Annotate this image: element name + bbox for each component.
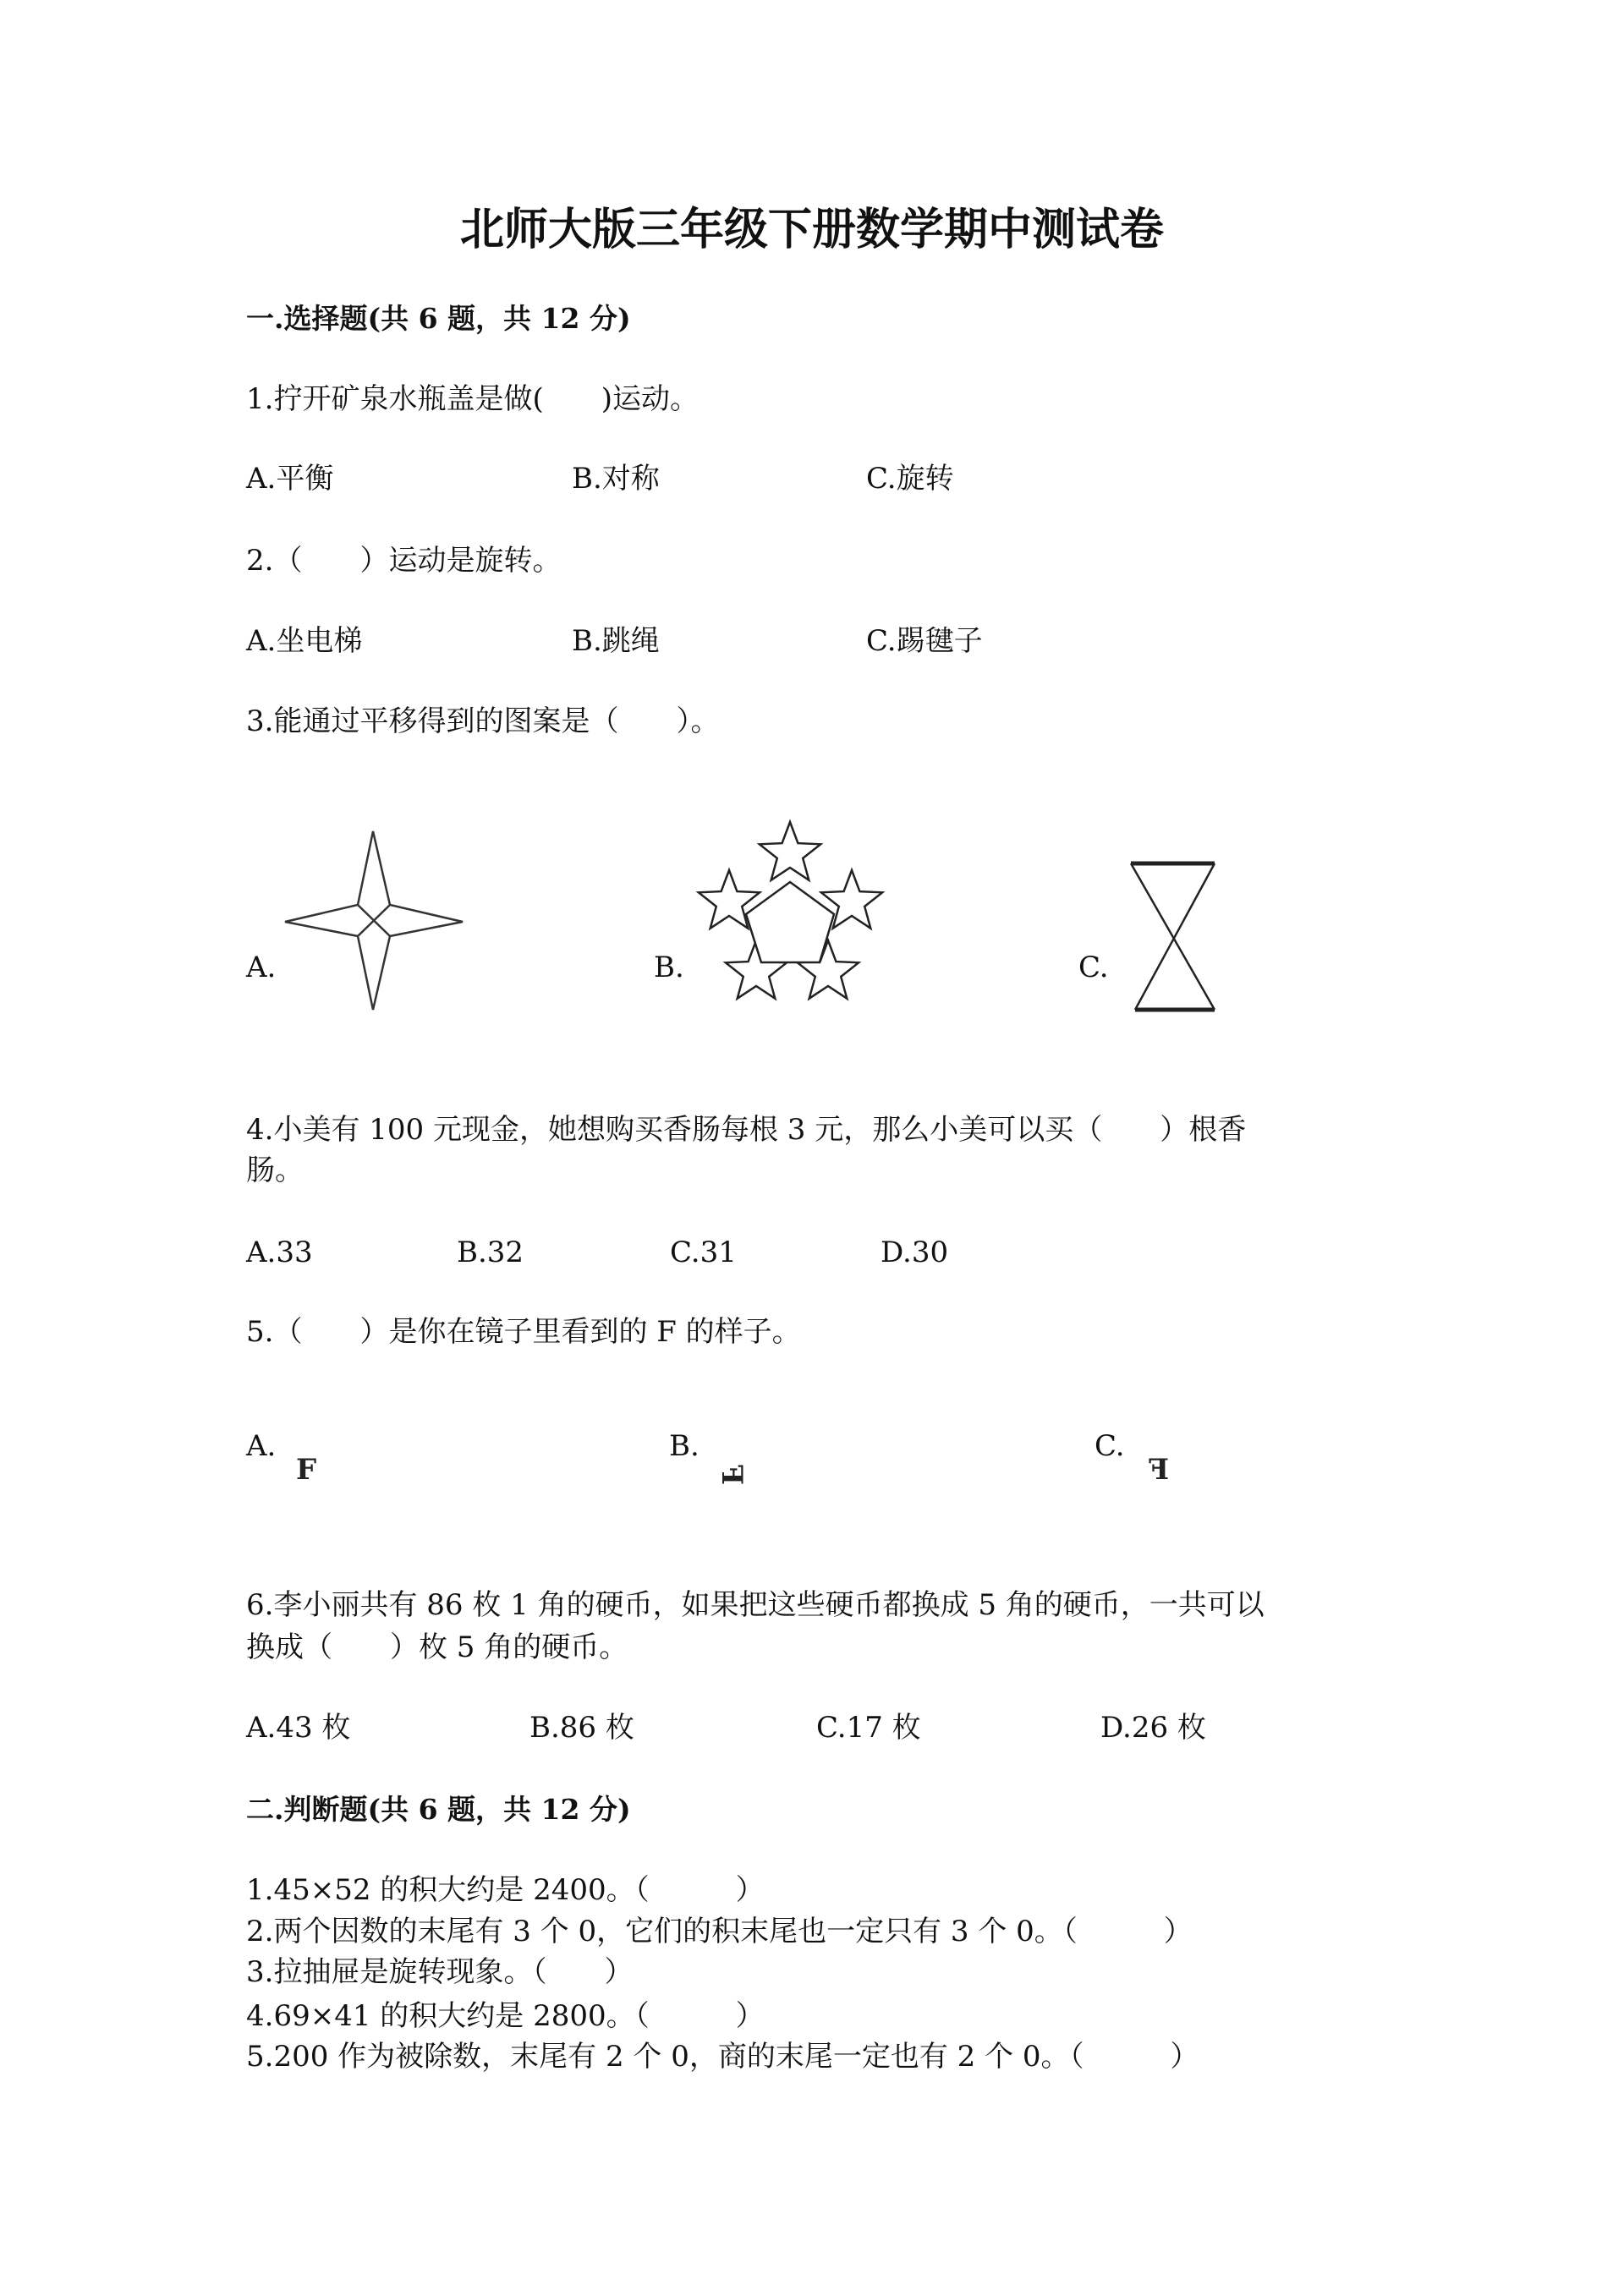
- judgement-2: 2.两个因数的末尾有 3 个 0，它们的积末尾也一定只有 3 个 0。（ ）: [246, 1915, 1193, 1948]
- hourglass-figure: [1131, 863, 1215, 1010]
- q6-option-a: A.43 枚: [246, 1711, 351, 1745]
- q4-option-a: A.33: [246, 1236, 313, 1269]
- question-4-line1: 4.小美有 100 元现金，她想购买香肠每根 3 元，那么小美可以买（ ）根香: [246, 1113, 1247, 1147]
- q4-option-d: D.30: [881, 1236, 949, 1269]
- q3-option-c: C.: [1078, 951, 1109, 984]
- q5-option-a: A.: [246, 1429, 277, 1463]
- q6-option-c: C.17 枚: [816, 1711, 921, 1745]
- question-5: 5.（ ）是你在镜子里看到的 F 的样子。: [246, 1315, 801, 1349]
- pentagon-with-stars-figure: [699, 822, 882, 999]
- q5-option-c: C.: [1095, 1429, 1125, 1463]
- question-6-line1: 6.李小丽共有 86 枚 1 角的硬币，如果把这些硬币都换成 5 角的硬币，一共可以: [246, 1588, 1265, 1622]
- question-6-line2: 换成（ ）枚 5 角的硬币。: [246, 1630, 628, 1664]
- q4-option-b: B.32: [457, 1236, 524, 1269]
- f-mirrored-glyph: F: [1149, 1453, 1170, 1487]
- q5-option-b: B.: [669, 1429, 700, 1463]
- judgement-5: 5.200 作为被除数，末尾有 2 个 0，商的末尾一定也有 2 个 0。（ ）: [246, 2040, 1199, 2074]
- q6-option-d: D.26 枚: [1100, 1711, 1206, 1745]
- q4-option-c: C.31: [670, 1236, 737, 1269]
- q3-figures: [0, 0, 1624, 1099]
- q1-option-a: A.平衡: [246, 462, 334, 496]
- q3-option-b: B.: [654, 951, 684, 984]
- star-shape: [760, 822, 820, 880]
- question-2: 2.（ ）运动是旋转。: [246, 544, 562, 578]
- question-3: 3.能通过平移得到的图案是（ ）。: [246, 704, 720, 738]
- section2-heading: 二.判断题(共 6 题，共 12 分): [246, 1793, 631, 1826]
- q2-option-b: B.跳绳: [572, 624, 660, 658]
- f-rotated-glyph: F: [715, 1464, 749, 1486]
- page-title: 北师大版三年级下册数学期中测试卷: [459, 204, 1164, 255]
- judgement-3: 3.拉抽屉是旋转现象。（ ）: [246, 1955, 634, 1989]
- question-1: 1.拧开矿泉水瓶盖是做( )运动。: [246, 382, 699, 416]
- q2-option-a: A.坐电梯: [246, 624, 363, 658]
- judgement-4: 4.69×41 的积大约是 2800。（ ）: [246, 1999, 765, 2033]
- q2-option-c: C.踢毽子: [866, 624, 983, 658]
- four-point-star-figure: [285, 831, 463, 1010]
- question-4-line2: 肠。: [246, 1153, 304, 1187]
- judgement-1: 1.45×52 的积大约是 2400。（ ）: [246, 1873, 765, 1907]
- f-normal-glyph: F: [296, 1453, 317, 1487]
- section1-heading: 一.选择题(共 6 题，共 12 分): [246, 302, 631, 335]
- q3-option-a: A.: [246, 951, 277, 984]
- q6-option-b: B.86 枚: [529, 1711, 634, 1745]
- q1-option-c: C.旋转: [866, 462, 954, 496]
- q1-option-b: B.对称: [572, 462, 660, 496]
